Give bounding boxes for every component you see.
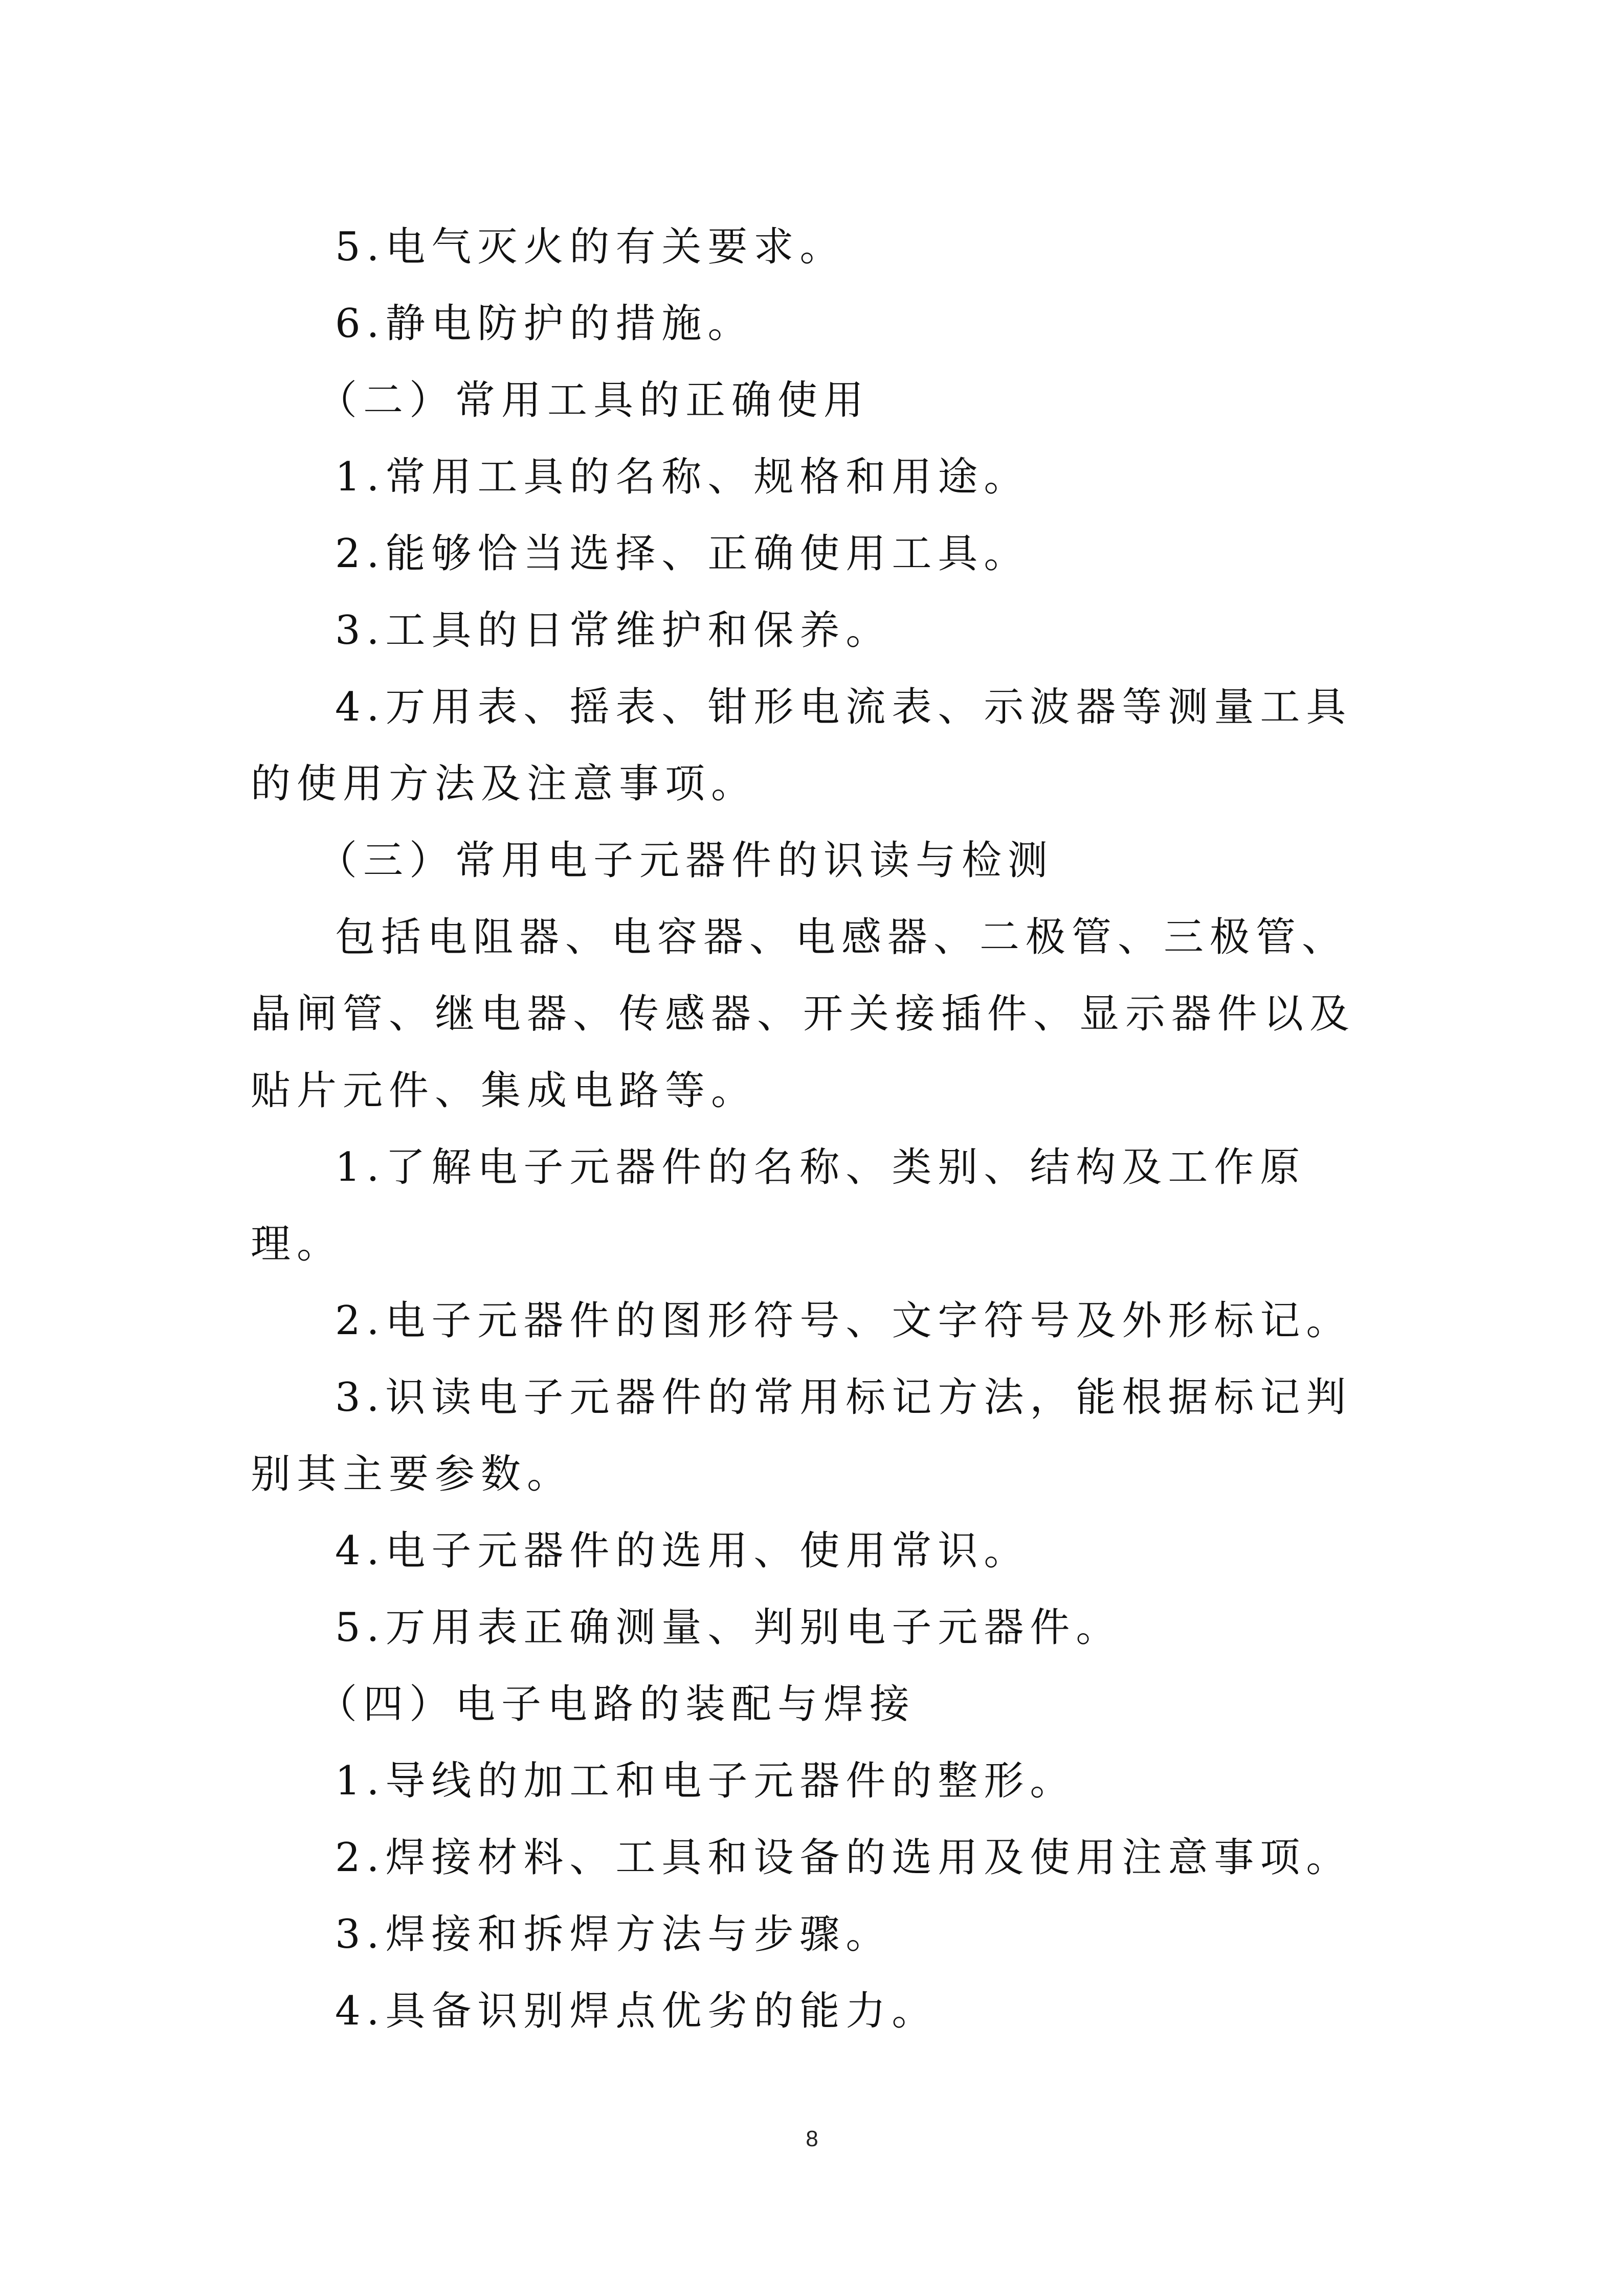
- list-item: 1.常用工具的名称、规格和用途。: [335, 454, 1030, 500]
- list-item: 4.万用表、摇表、钳形电流表、示波器等测量工具的使用方法及注意事项。: [251, 684, 1352, 807]
- list-item: 3.工具的日常维护和保养。: [335, 607, 892, 654]
- list-item: 4.具备识别焊点优劣的能力。: [335, 1988, 938, 2034]
- list-item: 3.识读电子元器件的常用标记方法，能根据标记判别其主要参数。: [251, 1375, 1352, 1497]
- section-heading: （二）常用工具的正确使用: [317, 377, 870, 423]
- list-item: 3.焊接和拆焊方法与步骤。: [335, 1911, 892, 1957]
- section-heading: （四）电子电路的装配与焊接: [317, 1681, 916, 1727]
- page-number: 8: [806, 2126, 818, 2151]
- list-item: 1.导线的加工和电子元器件的整形。: [335, 1758, 1076, 1804]
- section-heading: （三）常用电子元器件的识读与检测: [317, 838, 1054, 884]
- body-paragraph: 包括电阻器、电容器、电感器、二极管、三极管、晶闸管、继电器、传感器、开关接插件、显示器件以及贴片元件、集成电路等。: [251, 914, 1356, 1114]
- list-item: 2.焊接材料、工具和设备的选用及使用注意事项。: [335, 1835, 1352, 1881]
- list-item: 5.电气灭火的有关要求。: [335, 224, 846, 270]
- list-item: 2.能够恰当选择、正确使用工具。: [335, 531, 1030, 577]
- list-item: 4.电子元器件的选用、使用常识。: [335, 1528, 1030, 1574]
- list-item: 6.静电防护的措施。: [335, 301, 754, 347]
- list-item: 2.电子元器件的图形符号、文字符号及外形标记。: [335, 1298, 1352, 1344]
- list-item: 5.万用表正确测量、判别电子元器件。: [335, 1605, 1122, 1651]
- page-body: [251, 209, 1391, 2050]
- list-item: 1.了解电子元器件的名称、类别、结构及工作原理。: [251, 1144, 1306, 1267]
